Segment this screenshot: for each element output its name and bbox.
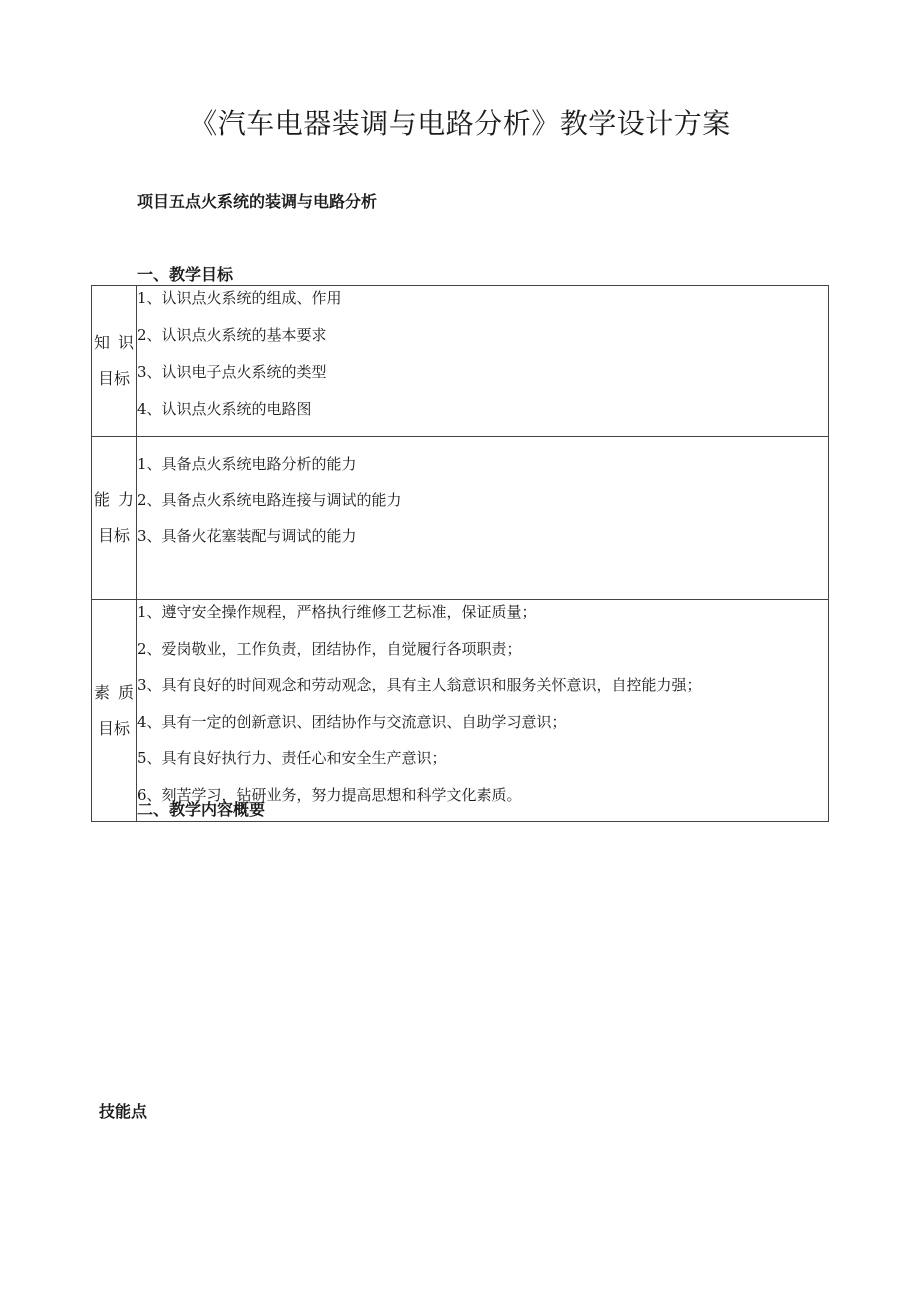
teaching-goals-table	[91, 285, 829, 822]
goal-items-ability	[137, 437, 829, 600]
category-label-line2: 目标	[97, 718, 130, 738]
goal-item: 3、具有良好的时间观念和劳动观念，具有主人翁意识和服务关怀意识，自控能力强；	[137, 676, 702, 694]
table-row-quality	[92, 600, 829, 822]
category-label-line2: 目标	[97, 369, 130, 388]
goal-item: 4、具有一定的创新意识、团结协作与交流意识、自助学习意识；	[137, 712, 567, 731]
goal-item: 2、爱岗敬业，工作负责，团结协作，自觉履行各项职责；	[137, 639, 522, 658]
goal-item: 2、认识点火系统的基本要求	[137, 326, 327, 344]
project-heading: 项目五点火系统的装调与电路分析	[137, 192, 378, 211]
category-cell-knowledge	[92, 286, 137, 437]
goal-items-quality	[137, 600, 829, 822]
goal-item: 2、具备点火系统电路连接与调试的能力	[137, 491, 402, 509]
category-label-line1: 素 质	[94, 682, 134, 702]
document-title: 《汽车电器装调与电路分析》教学设计方案	[189, 107, 731, 140]
goal-item: 1、认识点火系统的组成、作用	[137, 289, 342, 307]
goal-item: 1、具备点火系统电路分析的能力	[137, 455, 357, 473]
table-row-knowledge	[92, 286, 829, 437]
category-label-line1: 知 识	[94, 333, 134, 352]
goal-item: 4、认识点火系统的电路图	[137, 400, 312, 418]
goal-items-knowledge	[137, 286, 829, 437]
goal-item: 1、遵守安全操作规程，严格执行维修工艺标准，保证质量；	[137, 603, 537, 621]
category-cell-quality	[92, 600, 137, 822]
section-heading-teaching-goals: 一、教学目标	[137, 265, 234, 284]
goal-item: 6、刻苦学习，钻研业务，努力提高思想和科学文化素质。	[137, 785, 522, 804]
goal-item: 3、具备火花塞装配与调试的能力	[137, 527, 357, 545]
category-label-line1: 能 力	[94, 490, 134, 509]
skill-points-heading: 技能点	[99, 1102, 148, 1121]
table-row-ability	[92, 437, 829, 600]
goal-item: 3、认识电子点火系统的类型	[137, 363, 327, 381]
category-label-line2: 目标	[97, 526, 130, 545]
section-heading-content-overview: 二、教学内容概要	[137, 800, 266, 819]
category-cell-ability	[92, 437, 137, 600]
goal-item: 5、具有良好执行力、责任心和安全生产意识；	[137, 749, 447, 767]
